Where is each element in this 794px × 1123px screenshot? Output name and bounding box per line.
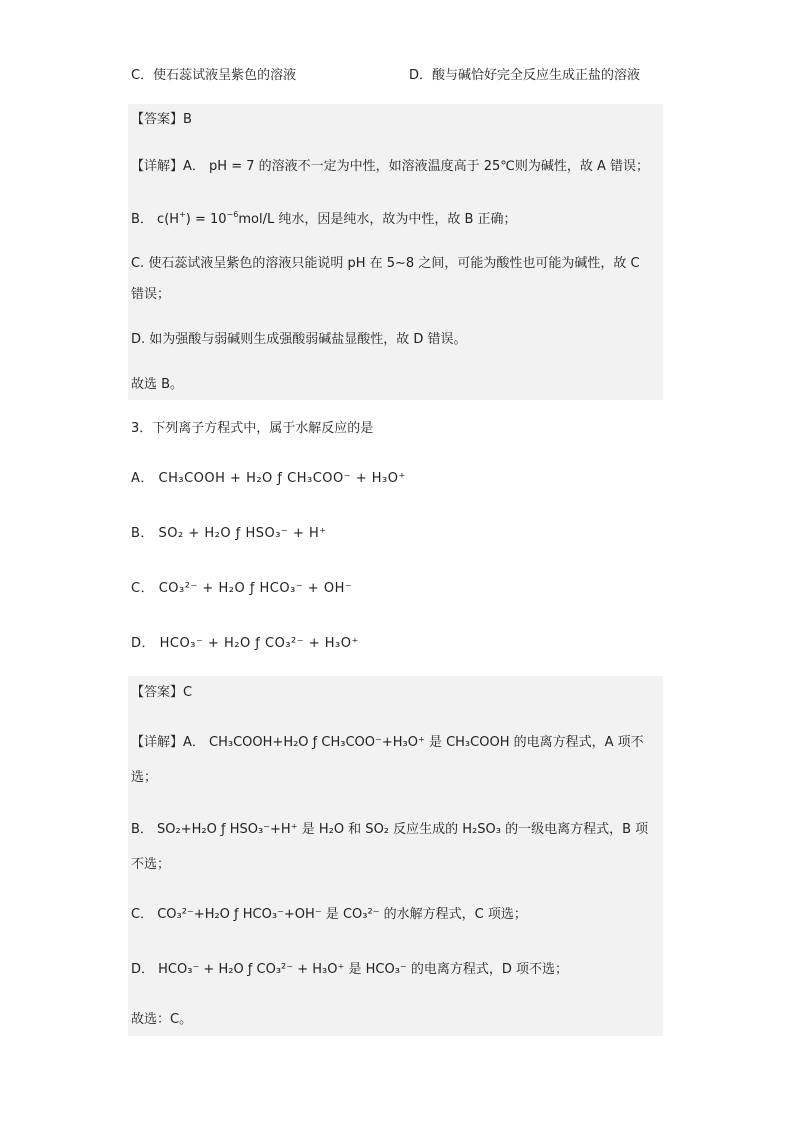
q3-answer-label: 【答案】	[131, 685, 184, 700]
answer-label: 【答案】	[131, 112, 184, 127]
detail-c-1: C. 使石蕊试液呈紫色的溶液只能说明 pH 在 5∼8 之间，可能为酸性也可能为碱性，故 C	[131, 256, 640, 271]
detail-b-eq: = 10	[190, 212, 227, 227]
conclusion-q2: 故选 B。	[131, 377, 184, 392]
q3-detail-a-1	[131, 733, 644, 753]
question-3-stem: 3．下列离子方程式中，属于水解反应的是	[131, 421, 374, 436]
q3-answer-line	[131, 683, 192, 703]
detail-d: D. 如为强酸与弱碱则生成强酸弱碱盐显酸性，故 D 错误。	[131, 332, 467, 347]
detail-b-h: (H	[164, 212, 180, 227]
detail-label: 【详解】	[131, 159, 184, 174]
detail-b-rest: mol/L 纯水，因是纯水，故为中性，故 B 正确；	[238, 212, 517, 227]
q3-option-a: A． CH₃COOH + H₂O ƒ CH₃COO⁻ + H₃O⁺	[131, 471, 406, 486]
answer-block-q2	[128, 104, 663, 400]
detail-a	[131, 157, 649, 177]
detail-b-prefix: B． c	[131, 212, 165, 227]
q3-option-b: B． SO₂ + H₂O ƒ HSO₃⁻ + H⁺	[131, 526, 327, 541]
option-d: D．酸与碱恰好完全反应生成正盐的溶液	[409, 68, 641, 83]
q3-detail-d: D． HCO₃⁻ + H₂O ƒ CO₃²⁻ + H₃O⁺ 是 HCO₃⁻ 的电离方程式，D 项不选；	[131, 962, 569, 977]
q3-detail-b-2: 不选；	[131, 857, 171, 872]
q3-detail-a-text: A． CH₃COOH+H₂O ƒ CH₃COO⁻+H₃O⁺ 是 CH₃COOH 的电离方程式，A 项不	[183, 735, 644, 750]
q3-detail-c: C． CO₃²⁻+H₂O ƒ HCO₃⁻+OH⁻ 是 CO₃²⁻ 的水解方程式，C 项选；	[131, 907, 527, 922]
detail-c-2: 错误；	[131, 287, 171, 302]
option-c: C．使石蕊试液呈紫色的溶液	[131, 68, 297, 83]
answer-block-q3	[128, 676, 663, 1036]
q3-detail-label: 【详解】	[131, 735, 184, 750]
q3-detail-a-2: 选；	[131, 770, 158, 785]
q3-answer-value: C	[183, 685, 193, 700]
answer-value: B	[183, 112, 192, 127]
detail-b	[131, 205, 517, 230]
detail-b-exp: −6	[226, 210, 239, 219]
conclusion-q3: 故选：C。	[131, 1012, 193, 1027]
q3-detail-b-1: B． SO₂+H₂O ƒ HSO₃⁻+H⁺ 是 H₂O 和 SO₂ 反应生成的 H₂SO₃ 的一级电离方程式，B 项	[131, 822, 649, 837]
answer-line	[131, 110, 192, 130]
q3-option-c: C． CO₃²⁻ + H₂O ƒ HCO₃⁻ + OH⁻	[131, 581, 353, 596]
q3-option-d: D． HCO₃⁻ + H₂O ƒ CO₃²⁻ + H₃O⁺	[131, 636, 359, 651]
detail-b-close: )	[185, 212, 191, 227]
detail-a-text: A． pH = 7 的溶液不一定为中性，如溶液温度高于 25℃则为碱性，故 A 错误；	[183, 159, 650, 174]
detail-b-hsup: +	[179, 210, 186, 219]
